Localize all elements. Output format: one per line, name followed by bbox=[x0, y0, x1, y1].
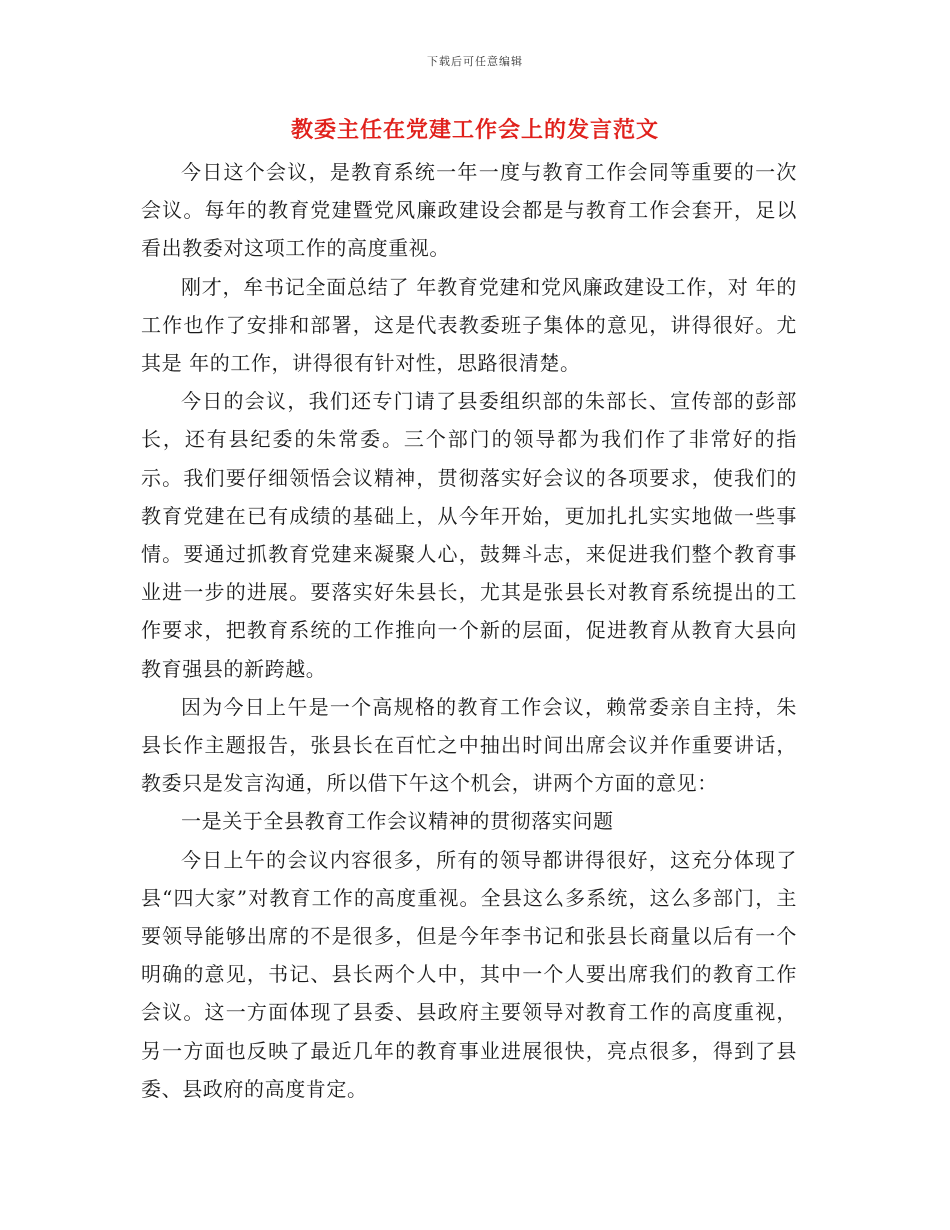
paragraph: 因为今日上午是一个高规格的教育工作会议，赖常委亲自主持，朱县长作主题报告，张县长在百忙之中抽出时间出席会议并作重要讲话，教委只是发言沟通，所以借下午这个机会，讲两个方面的意见： bbox=[141, 694, 797, 796]
paragraph: 今日这个会议，是教育系统一年一度与教育工作会同等重要的一次会议。每年的教育党建暨党风廉政建设会都是与教育工作会套开，足以看出教委对这项工作的高度重视。 bbox=[141, 160, 797, 261]
document-body bbox=[141, 153, 797, 1108]
section-heading: 一是关于全县教育工作会议精神的贯彻落实问题 bbox=[181, 809, 614, 834]
paragraph: 今日的会议，我们还专门请了县委组织部的朱部长、宣传部的彭部长，还有县纪委的朱常委。三个部门的领导都为我们作了非常好的指示。我们要仔细领悟会议精神，贯彻落实好会议的各项要求，使我们的教育党建在已有成绩的基础上，从今年开始，更加扎扎实实地做一些事情。要通过抓教育党建来凝聚人心，鼓舞斗志，来促进我们整个教育事业进一步的进展。要落实好朱县长，尤其是张县长对教育系统提出的工作要求，把教育系统的工作推向一个新的层面，促进教育从教育大县向教育强县的新跨越。 bbox=[141, 389, 797, 681]
paragraph: 今日上午的会议内容很多，所有的领导都讲得很好，这充分体现了县“四大家”对教育工作的高度重视。全县这么多系统，这么多部门，主要领导能够出席的不是很多，但是今年李书记和张县长商量以后有一个明确的意见，书记、县长两个人中，其中一个人要出席我们的教育工作会议。这一方面体现了县委、县政府主要领导对教育工作的高度重视，另一方面也反映了最近几年的教育事业进展很快，亮点很多，得到了县委、县政府的高度肯定。 bbox=[141, 847, 797, 1101]
header-note: 下载后可任意编辑 bbox=[427, 55, 523, 68]
document-title: 教委主任在党建工作会上的发言范文 bbox=[290, 117, 659, 143]
paragraph: 刚才，牟书记全面总结了 年教育党建和党风廉政建设工作，对 年的工作也作了安排和部署，这是代表教委班子集体的意见，讲得很好。尤其是 年的工作，讲得很有针对性，思路很清楚。 bbox=[141, 274, 797, 376]
